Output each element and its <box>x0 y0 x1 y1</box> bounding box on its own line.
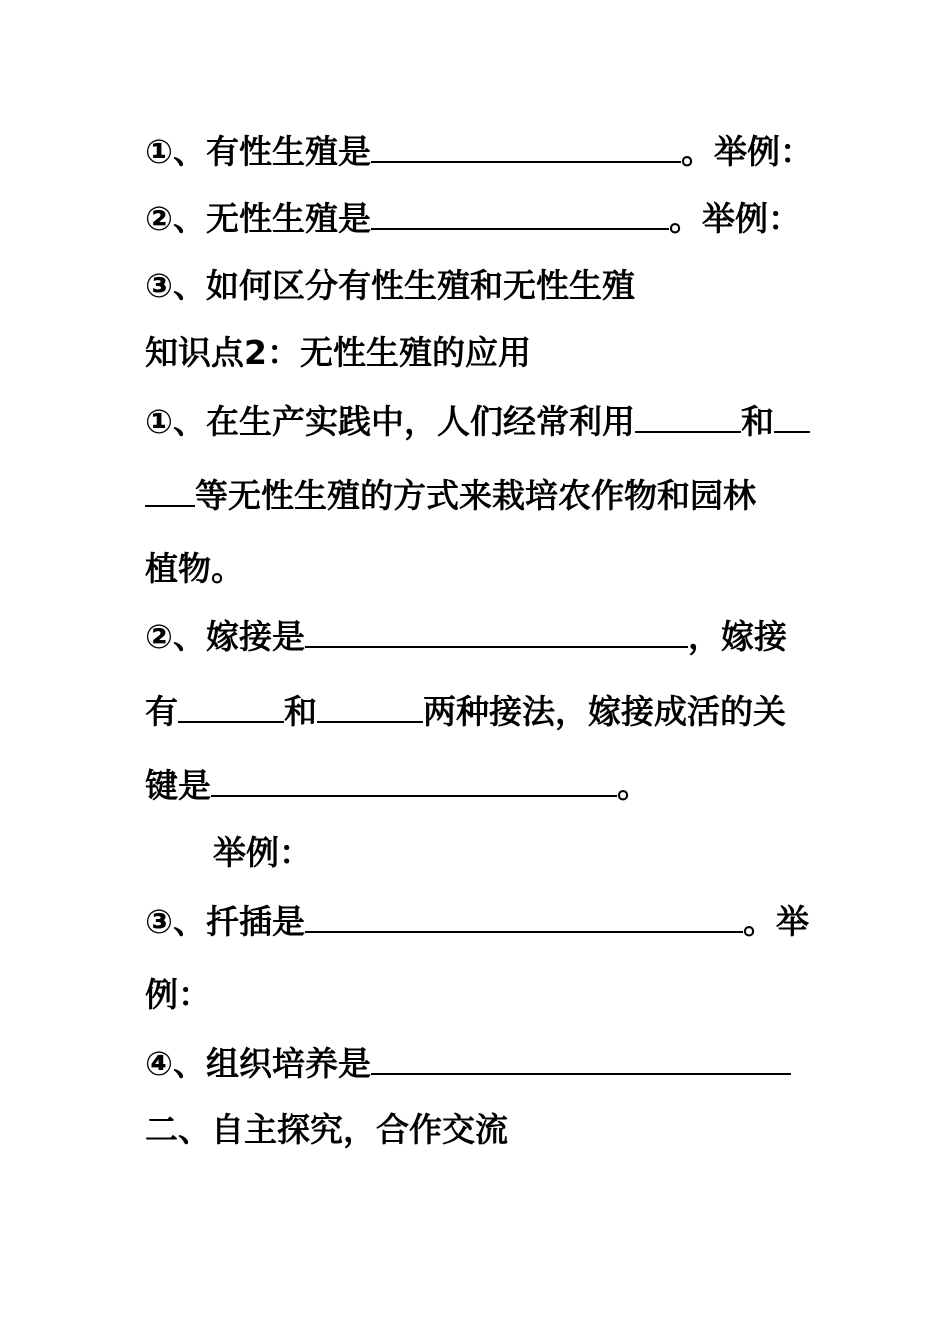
line-production-practice <box>145 401 810 441</box>
line-asexual-reproduction <box>145 198 801 238</box>
blank-grafting-method-1[interactable] <box>178 691 284 723</box>
text-and: 和 <box>740 402 774 441</box>
text-plants: 植物。 <box>145 549 244 588</box>
label-grafting: ②、嫁接是 <box>145 617 305 656</box>
label-example: 举例： <box>213 833 312 872</box>
heading-knowledge-point-2 <box>145 333 531 373</box>
blank-grafting-method-2[interactable] <box>317 691 423 723</box>
line-cutting <box>145 901 809 941</box>
line-cutting-example <box>145 975 211 1015</box>
text-example-end: 例： <box>145 975 211 1014</box>
label-cutting: ③、扦插是 <box>145 902 305 941</box>
line-plants <box>145 549 244 589</box>
heading-text: 二、自主探究，合作交流 <box>145 1110 508 1149</box>
blank-cutting-definition[interactable] <box>305 901 743 933</box>
text-has: 有 <box>145 692 178 731</box>
blank-method-1[interactable] <box>635 401 741 433</box>
line-grafting <box>145 616 787 656</box>
label-example: 。举例： <box>668 199 801 238</box>
heading-text: 知识点2：无性生殖的应用 <box>145 333 531 372</box>
label-example: 。举例： <box>680 132 813 171</box>
line-production-practice-cont <box>145 475 756 515</box>
text-grafting-cont: ，嫁接 <box>687 617 787 656</box>
heading-section-2 <box>145 1110 508 1150</box>
label-tissue-culture: ④、组织培养是 <box>145 1044 371 1083</box>
text-example-start: 。举 <box>742 902 809 941</box>
label-sexual-reproduction: ①、有性生殖是 <box>145 132 371 171</box>
line-grafting-methods <box>145 691 786 731</box>
text-grafting-key: 两种接法，嫁接成活的关 <box>423 692 786 731</box>
blank-grafting-definition[interactable] <box>305 616 688 648</box>
blank-tissue-culture-definition[interactable] <box>371 1043 791 1075</box>
blank-asexual-reproduction-definition[interactable] <box>371 198 669 230</box>
text-key-is: 键是 <box>145 766 211 805</box>
question-distinguish: ③、如何区分有性生殖和无性生殖 <box>145 266 635 305</box>
line-grafting-key <box>145 765 650 805</box>
line-distinguish-question <box>145 266 635 306</box>
blank-method-2-start[interactable] <box>774 401 810 433</box>
blank-grafting-key[interactable] <box>211 765 617 797</box>
text-and: 和 <box>284 692 317 731</box>
blank-sexual-reproduction-definition[interactable] <box>371 131 681 163</box>
line-grafting-example <box>213 833 312 873</box>
label-asexual-reproduction: ②、无性生殖是 <box>145 199 371 238</box>
text-cultivation: 等无性生殖的方式来栽培农作物和园林 <box>195 476 756 515</box>
text-period: 。 <box>617 766 650 805</box>
blank-method-2-end[interactable] <box>145 475 195 507</box>
text-production-practice: ①、在生产实践中，人们经常利用 <box>145 402 635 441</box>
line-tissue-culture <box>145 1043 791 1083</box>
line-sexual-reproduction <box>145 131 813 171</box>
